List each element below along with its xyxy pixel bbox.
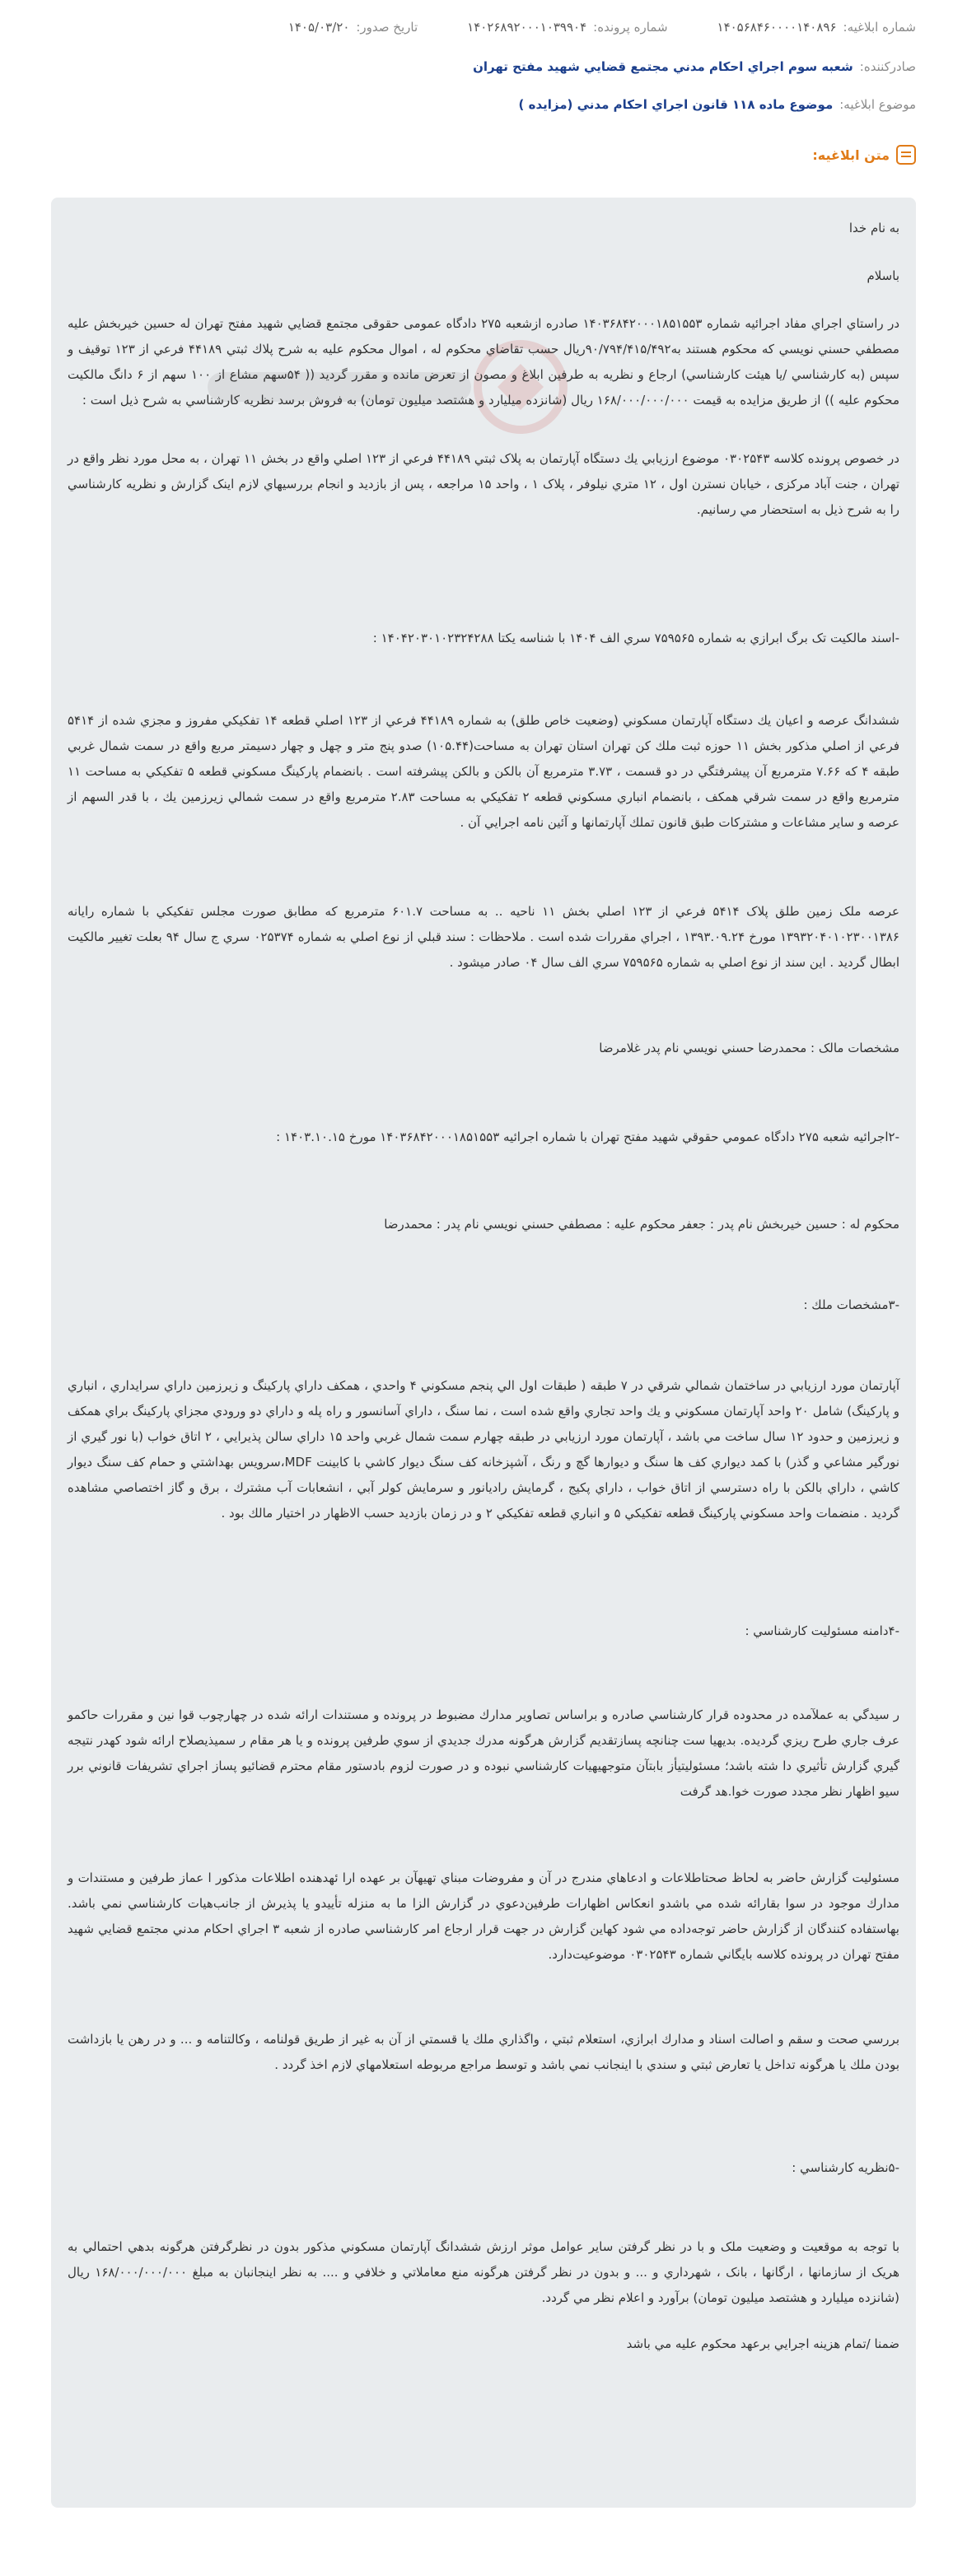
subject-row <box>51 86 916 123</box>
issue-date-value: ۱۴۰۵/۰۳/۲۰ <box>287 20 350 35</box>
case-number-label: شماره پرونده: <box>593 20 668 35</box>
subject-value: موضوع ماده ۱۱۸ قانون اجراي احكام مدني (مزايده ) <box>518 97 834 112</box>
paragraph-costs: ضمنا /تمام هزينه اجرايي برعهد محکوم عليه مي باشد <box>626 2336 899 2351</box>
paragraph-case-intro: در خصوص پرونده کلاسه ۰۳۰۲۵۴۳ موضوع ارزيابي يك دستگاه آپارتمان به پلاک ثبتي ۴۴۱۸۹ فرعي از ۱۲۳ اصلي واقع در بخش ۱۱ تهران ، به محل مورد نظر واقع در تهران ، جنت آباد مرکزی ، خيابان نسترن اول ، ۱۲ متري نيلوفر ، پلاک ۱ ، واحد ۱۵ مراجعه ، پس از بازديد و انجام بررسيهاي لازم اينک گزارش و نظريه كارشناسي را به شرح ذيل به استحضار مي رسانيم. <box>68 451 900 517</box>
paragraph-salutation: باسلام <box>867 268 899 283</box>
issuer-label: صادرکننده: <box>859 59 916 74</box>
paragraph-expert-opinion: با توجه به موقعيت و وضعيت ملک و با در نظر گرفتن ساير عوامل موثر ارزش ششدانگ آپارتمان مسكوني مذکور بدون در نظرگرفتن هرگونه بدهي احتمالي به هريک از سازمانها ، ارگانها ، بانک ، شهرداري و ... و بدون در نظر گرفتن هرگونه منع معاملاتي و خلافي و .... به نظر اينجانبان به مبلغ ۱۶۸/۰۰۰/۰۰۰/۰۰۰ ريال (شانزده ميليارد و هشتصد ميليون تومان) برآورد و اعلام نظر مي گردد. <box>68 2239 899 2305</box>
paragraph-property-specs-heading: -۳مشخصات ملك : <box>803 1297 899 1312</box>
notice-number-field <box>717 20 916 35</box>
notice-body-content <box>51 198 916 2508</box>
issuer-row <box>51 48 916 86</box>
notice-body-title-label: متن ابلاغیه: <box>812 147 890 163</box>
notice-number-value: ۱۴۰۵۶۸۴۶۰۰۰۰۱۴۰۸۹۶ <box>717 20 837 35</box>
paragraph-land-parcel: عرصه ملک زمين طلق پلاک ۵۴۱۴ فرعي از ۱۲۳ اصلي بخش ۱۱ ناحيه .. به مساحت ۶۰۱.۷ مترمربع که مطابق صورت مجلس تفکيکي با شماره رايانه ۱۳۹۳۲۰۴۰۱۰۲۳۰۰۱۳۸۶ مورخ ۱۳۹۳.۰۹.۲۴ ، اجراي مقررات شده است . ملاحظات : سند قبلي از نوع اصلي به شماره ۰۲۵۳۷۴ سري ج سال ۹۴ بعلت تغيير مالکيت ابطال گرديد . اين سند از نوع اصلي به شماره ۷۵۹۵۶۵ سري الف سال ۰۴ صادر ميشود . <box>68 904 899 970</box>
paragraph-deed-heading: -اسند مالکيت تک برگ ابرازي به شماره ۷۵۹۵۶۵ سري الف ۱۴۰۴ با شناسه يکتا ۱۴۰۴۲۰۳۰۱۰۲۳۲۴۲۸۸ : <box>372 631 899 645</box>
issuer-value: شعبه سوم اجراي احكام مدني مجتمع قضايي شهيد مفتح تهران <box>473 59 853 74</box>
paragraph-enforcement: در راستاي اجراي مفاد اجرائيه شماره ۱۴۰۳۶۸۴۲۰۰۰۱۸۵۱۵۵۳ صادره ازشعبه ۲۷۵ دادگاه عمومی حقوقی مجتمع قضايي شهيد مفتح تهران له حسين خيربخش عليه مصطفي حسني نويسي كه محكوم هستند به۹۰/۷۹۴/۴۱۵/۴۹۲ريال حسب تقاضاي محکوم له ، اموال محکوم علیه به شرح پلاك ثبتي ۴۴۱۸۹ فرعي از ۱۲۳ توقيف و سپس (به كارشناسي /يا هيئت كارشناسي) ارجاع و نظريه به طرفين ابلاغ و مصون از تعرض مانده و مقرر گرديد (( ۵۴سهم مشاع از ۱۰۰ سهم از ۶ دانگ مالکیت محکوم علیه )) از طريق مزايده به قيمت ۱۶۸/۰۰۰/۰۰۰/۰۰۰ ريال (شانزده ميليارد و هشتصد ميليون تومان) به فروش برسد نظريه كارشناسي به شرح ذيل است : <box>68 316 900 408</box>
subject-label: موضوع ابلاغیه: <box>839 97 916 112</box>
paragraph-responsibility-heading: -۴دامنه مسئوليت كارشناسي : <box>745 1623 899 1638</box>
paragraph-greeting: به نام خدا <box>848 221 899 235</box>
paragraph-opinion-heading: -۵نظريه كارشناسي : <box>792 2160 899 2175</box>
notice-body-title <box>51 140 916 170</box>
case-number-value: ۱۴۰۲۶۸۹۲۰۰۰۱۰۳۹۹۰۴ <box>467 20 587 35</box>
paragraph-review-scope: ر سيدگي به عملآمده در محدوده قرار كارشناسي صادره و براساس تصاوير مدارك مضبوط در پرونده و مستندات ارائه شده در چهارچوب قوا نين و مقررات حاكمو عرف جاري طرح ريزي گرديده. بديهيا ست چنانچه پسازتقديم گزارش هرگونه مدرك جديدي از سوي طرفين پرونده و يا هر مقام ر سمیذيصلاح ارائه شود كهدر نتيجه گيري گزارش تأثيري دا شته باشد؛ مسئوليتيأز بابتآن متوجهيهيات كارشناسي نبوده و در صورت لزوم بادستور مقام محترم قضائيو پساز اجراي تشريفات قانوني برر سيو اظهار نظر مجدد صورت خوا.هد گرفت <box>68 1707 899 1799</box>
case-number-field <box>467 20 667 35</box>
issue-date-label: تاریخ صدور: <box>356 20 418 35</box>
paragraph-parties: محکوم له : حسين خيربخش نام پدر : جعفر محکوم عليه : مصطفي حسني نويسي نام پدر : محمدرضا <box>384 1217 899 1232</box>
document-text-icon <box>896 145 916 165</box>
notice-number-label: شماره ابلاغیه: <box>843 20 916 35</box>
notice-header <box>0 0 967 123</box>
paragraph-report-liability: مسئوليت گزارش حاضر به لحاظ صحتاطلاعات و ادعاهاي مندرج در آن و مفروضات مبناي تهيهآن بر عهده ارا ئهدهنده اطلاعات مذكور ا عماز طرفين و مستندات و مدارك موجود در سوا بقارائه شده مي باشدو انعكاس اظهارات طرفين‌دعوي در گزارش الزا ما به منزله تأييدو يا پذيرش از جانب‌هيات كارشناسي نمي باشد. بهاستفاده كنندگان از گزارش حاضر توجه‌داده مي شود كهاين گزارش در جهت قرار ارجاع امر كارشناسي صادره از شعبه ۳ اجراي احكام مدني مجتمع قضايي شهيد مفتح تهران در پرونده كلاسه بايگاني شماره ۰۳۰۲۵۴۳ موضوعيت‌دارد. <box>68 1870 899 1962</box>
issue-date-field <box>288 20 418 35</box>
paragraph-property-description: ششدانگ عرصه و اعيان يك دستگاه آپارتمان مسكوني (وضعيت خاص طلق) به شماره ۴۴۱۸۹ فرعي از ۱۲۳ اصلي قطعه ۱۴ تفکيکي مفروز و مجزي شده از ۵۴۱۴ فرعي از اصلي مذکور بخش ۱۱ حوزه ثبت ملك كن تهران استان تهران به مساحت(۱۰۵.۴۴) صدو پنج متر و چهل و چهار دسيمتر مربع واقع در سمت شمال غربي طبقه ۴ كه ۷.۶۶ مترمربع آن پيشرفتگي در دو قسمت ، ۳.۷۳ مترمربع آن بالکن و بالکن پيشرفته است . بانضمام پاركينگ مسكوني قطعه ۵ تفكيكي به مساحت ۱۱ مترمربع واقع در سمت شرقي همكف ، بانضمام انباري مسكوني قطعه ۲ تفكيكي به مساحت ۲.۸۳ مترمربع واقع در سمت شمالي زيرزمين يك ، با قدر السهم از عرصه و ساير مشاعات و مشتركات طبق قانون تملك آپارتمانها و آئين نامه اجرايي آن . <box>68 713 900 830</box>
paragraph-owner-details: مشخصات مالک : محمدرضا حسني نويسي نام پدر غلامرضا <box>599 1041 899 1055</box>
notice-meta-row <box>51 7 916 48</box>
paragraph-execution-order: -۲اجرائيه شعبه ۲۷۵ دادگاه عمومي حقوقي شهيد مفتح تهران با شماره اجرائيه ۱۴۰۳۶۸۴۲۰۰۰۱۸۵۱۵۵۳ مورخ ۱۴۰۳.۱۰.۱۵ : <box>276 1130 899 1144</box>
paragraph-building-description: آپارتمان مورد ارزيابي در ساختمان شمالي شرقي در ۷ طبقه ( طبقات اول الي پنجم مسكوني ۴ واحدي ، همكف داراي پاركينگ و زيرزمين داراي سرايداري ، انباري و پاركينگ) شامل ۲۰ واحد آپارتمان مسكوني و يك واحد تجاري واقع شده است ، نما سنگ ، داراي آسانسور و راه پله و داراي دو ورودي مجزاي پاركينگ براي همكف و زيرزمين و حدود ۱۲ سال ساخت مي باشد ، آپارتمان مورد ارزيابي در طبقه چهارم سمت شمال غربي واحد ۱۵ داراي سالن پذيرايي ، ۲ اتاق خواب (با نور گيري از نورگير مشاعي و گذر) با كمد ديواري كف ها سنگ و ديوارها گچ و رنگ ، آشپزخانه كف سنگ ديوار كاشي با كابينت MDF،سرويس بهداشتي و حمام كف سنگ ديوار كاشي ، داراي بالكن با راه دسترسي از اتاق خواب ، داراي پكيج ، گرمايش راديانور و سرمايش كولر آبي ، انشعابات آب مشترك ، برق و گاز اختصاصي مشاهده گرديد . منضمات واحد مسكوني پاركينگ قطعه تفكيكي ۵ و انباري قطعه تفكيكي ۲ و در زمان بازديد حسب الاظهار در اختيار مالك بود . <box>68 1378 900 1521</box>
paragraph-verification: بررسي صحت و سقم و اصالت اسناد و مدارك ابرازي، استعلام ثبتي ، واگذاري ملك يا قسمتي از آن به غير از طريق قولنامه ، وكالتنامه و ... و در رهن يا بازداشت بودن ملك يا هرگونه تداخل يا تعارض ثبتي و سندي با اينجانب نمي باشد و توسط مراجع مربوطه استعلامهاي لازم اخذ گردد . <box>68 2032 899 2072</box>
